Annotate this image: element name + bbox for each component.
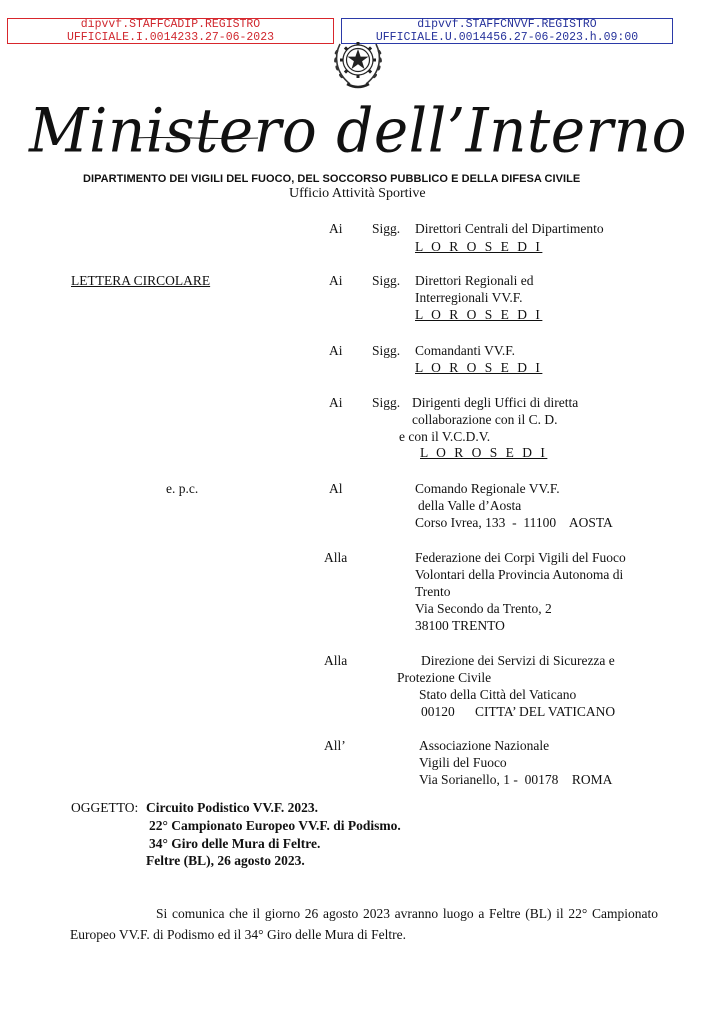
stamp-protocol-number: UFFICIALE.U.0014456.27-06-2023.h.09:00: [375, 30, 639, 44]
subject-label: OGGETTO:: [71, 800, 139, 815]
cc-prefix: Alla: [324, 653, 348, 668]
recipient-line: e con il V.C.D.V.: [399, 429, 491, 444]
recipient-title: Sigg.: [372, 343, 401, 358]
recipient-prefix: Ai: [329, 273, 343, 288]
recipient-line: Dirigenti degli Uffici di diretta: [412, 395, 579, 410]
stamp-registry-line: dipvvf.STAFFCADIP.REGISTRO: [80, 18, 261, 31]
cc-line: 00120 CITTA’ DEL VATICANO: [421, 704, 616, 719]
recipient-prefix: Ai: [329, 221, 343, 236]
cc-line: Volontari della Provincia Autonoma di: [415, 567, 624, 582]
cc-line: Associazione Nazionale: [419, 738, 550, 753]
recipient-line: Direttori Centrali del Dipartimento: [415, 221, 604, 236]
cc-prefix: All’: [324, 738, 346, 753]
cc-prefix: Al: [329, 481, 343, 496]
stamp-registry-line: dipvvf.STAFFCNVVF.REGISTRO: [417, 18, 597, 31]
recipient-seat: L O R O S E D I: [415, 239, 543, 254]
recipient-title: Sigg.: [372, 395, 401, 410]
recipient-prefix: Ai: [329, 395, 343, 410]
recipient-seat: L O R O S E D I: [415, 360, 543, 375]
cc-line: della Valle d’Aosta: [418, 498, 522, 513]
cc-line: Corso Ivrea, 133 - 11100 AOSTA: [415, 515, 613, 530]
cc-label: e. p.c.: [166, 481, 199, 496]
recipient-line: Interregionali VV.F.: [415, 290, 523, 305]
stamp-protocol-number: UFFICIALE.I.0014233.27-06-2023: [66, 30, 275, 44]
cc-line: Via Secondo da Trento, 2: [415, 601, 552, 616]
body-paragraph: Si comunica che il giorno 26 agosto 2023 avranno luogo a Feltre (BL) il 22° Campionato Europeo VV.F. di Podismo ed il 34° Giro delle Mura di Feltre.: [70, 906, 658, 942]
cc-line: Via Sorianello, 1 - 00178 ROMA: [419, 772, 613, 787]
recipient-line: collaborazione con il C. D.: [412, 412, 558, 427]
subject-line: 22° Campionato Europeo VV.F. di Podismo.: [149, 818, 401, 833]
cc-line: Comando Regionale VV.F.: [415, 481, 560, 496]
recipient-line: Direttori Regionali ed: [415, 273, 534, 288]
cc-line: Trento: [415, 584, 451, 599]
cc-line: Vigili del Fuoco: [419, 755, 507, 770]
cc-line: Stato della Città del Vaticano: [419, 687, 577, 702]
cc-line: Federazione dei Corpi Vigili del Fuoco: [415, 550, 626, 565]
cc-prefix: Alla: [324, 550, 348, 565]
subject-line: Feltre (BL), 26 agosto 2023.: [146, 853, 305, 868]
office-name: Ufficio Attività Sportive: [289, 186, 426, 201]
ministry-title: Ministero dell’Interno: [28, 96, 688, 167]
ministry-heading: [28, 80, 688, 180]
recipient-title: Sigg.: [372, 273, 401, 288]
letter-type: LETTERA CIRCOLARE: [71, 273, 211, 288]
cc-line: 38100 TRENTO: [415, 618, 505, 633]
recipient-prefix: Ai: [329, 343, 343, 358]
protocol-stamp-incoming: [7, 18, 334, 44]
recipient-seat: L O R O S E D I: [420, 445, 548, 460]
subject-line: 34° Giro delle Mura di Feltre.: [149, 836, 321, 851]
recipient-line: Comandanti VV.F.: [415, 343, 516, 358]
department-name: DIPARTIMENTO DEI VIGILI DEL FUOCO, DEL SOCCORSO PUBBLICO E DELLA DIFESA CIVILE: [83, 173, 581, 185]
recipient-seat: L O R O S E D I: [415, 307, 543, 322]
protocol-stamp-outgoing: [341, 18, 673, 44]
cc-line: Direzione dei Servizi di Sicurezza e: [421, 653, 615, 668]
recipient-title: Sigg.: [372, 221, 401, 236]
subject-line: Circuito Podistico VV.F. 2023.: [146, 800, 319, 815]
cc-line: Protezione Civile: [397, 670, 492, 685]
